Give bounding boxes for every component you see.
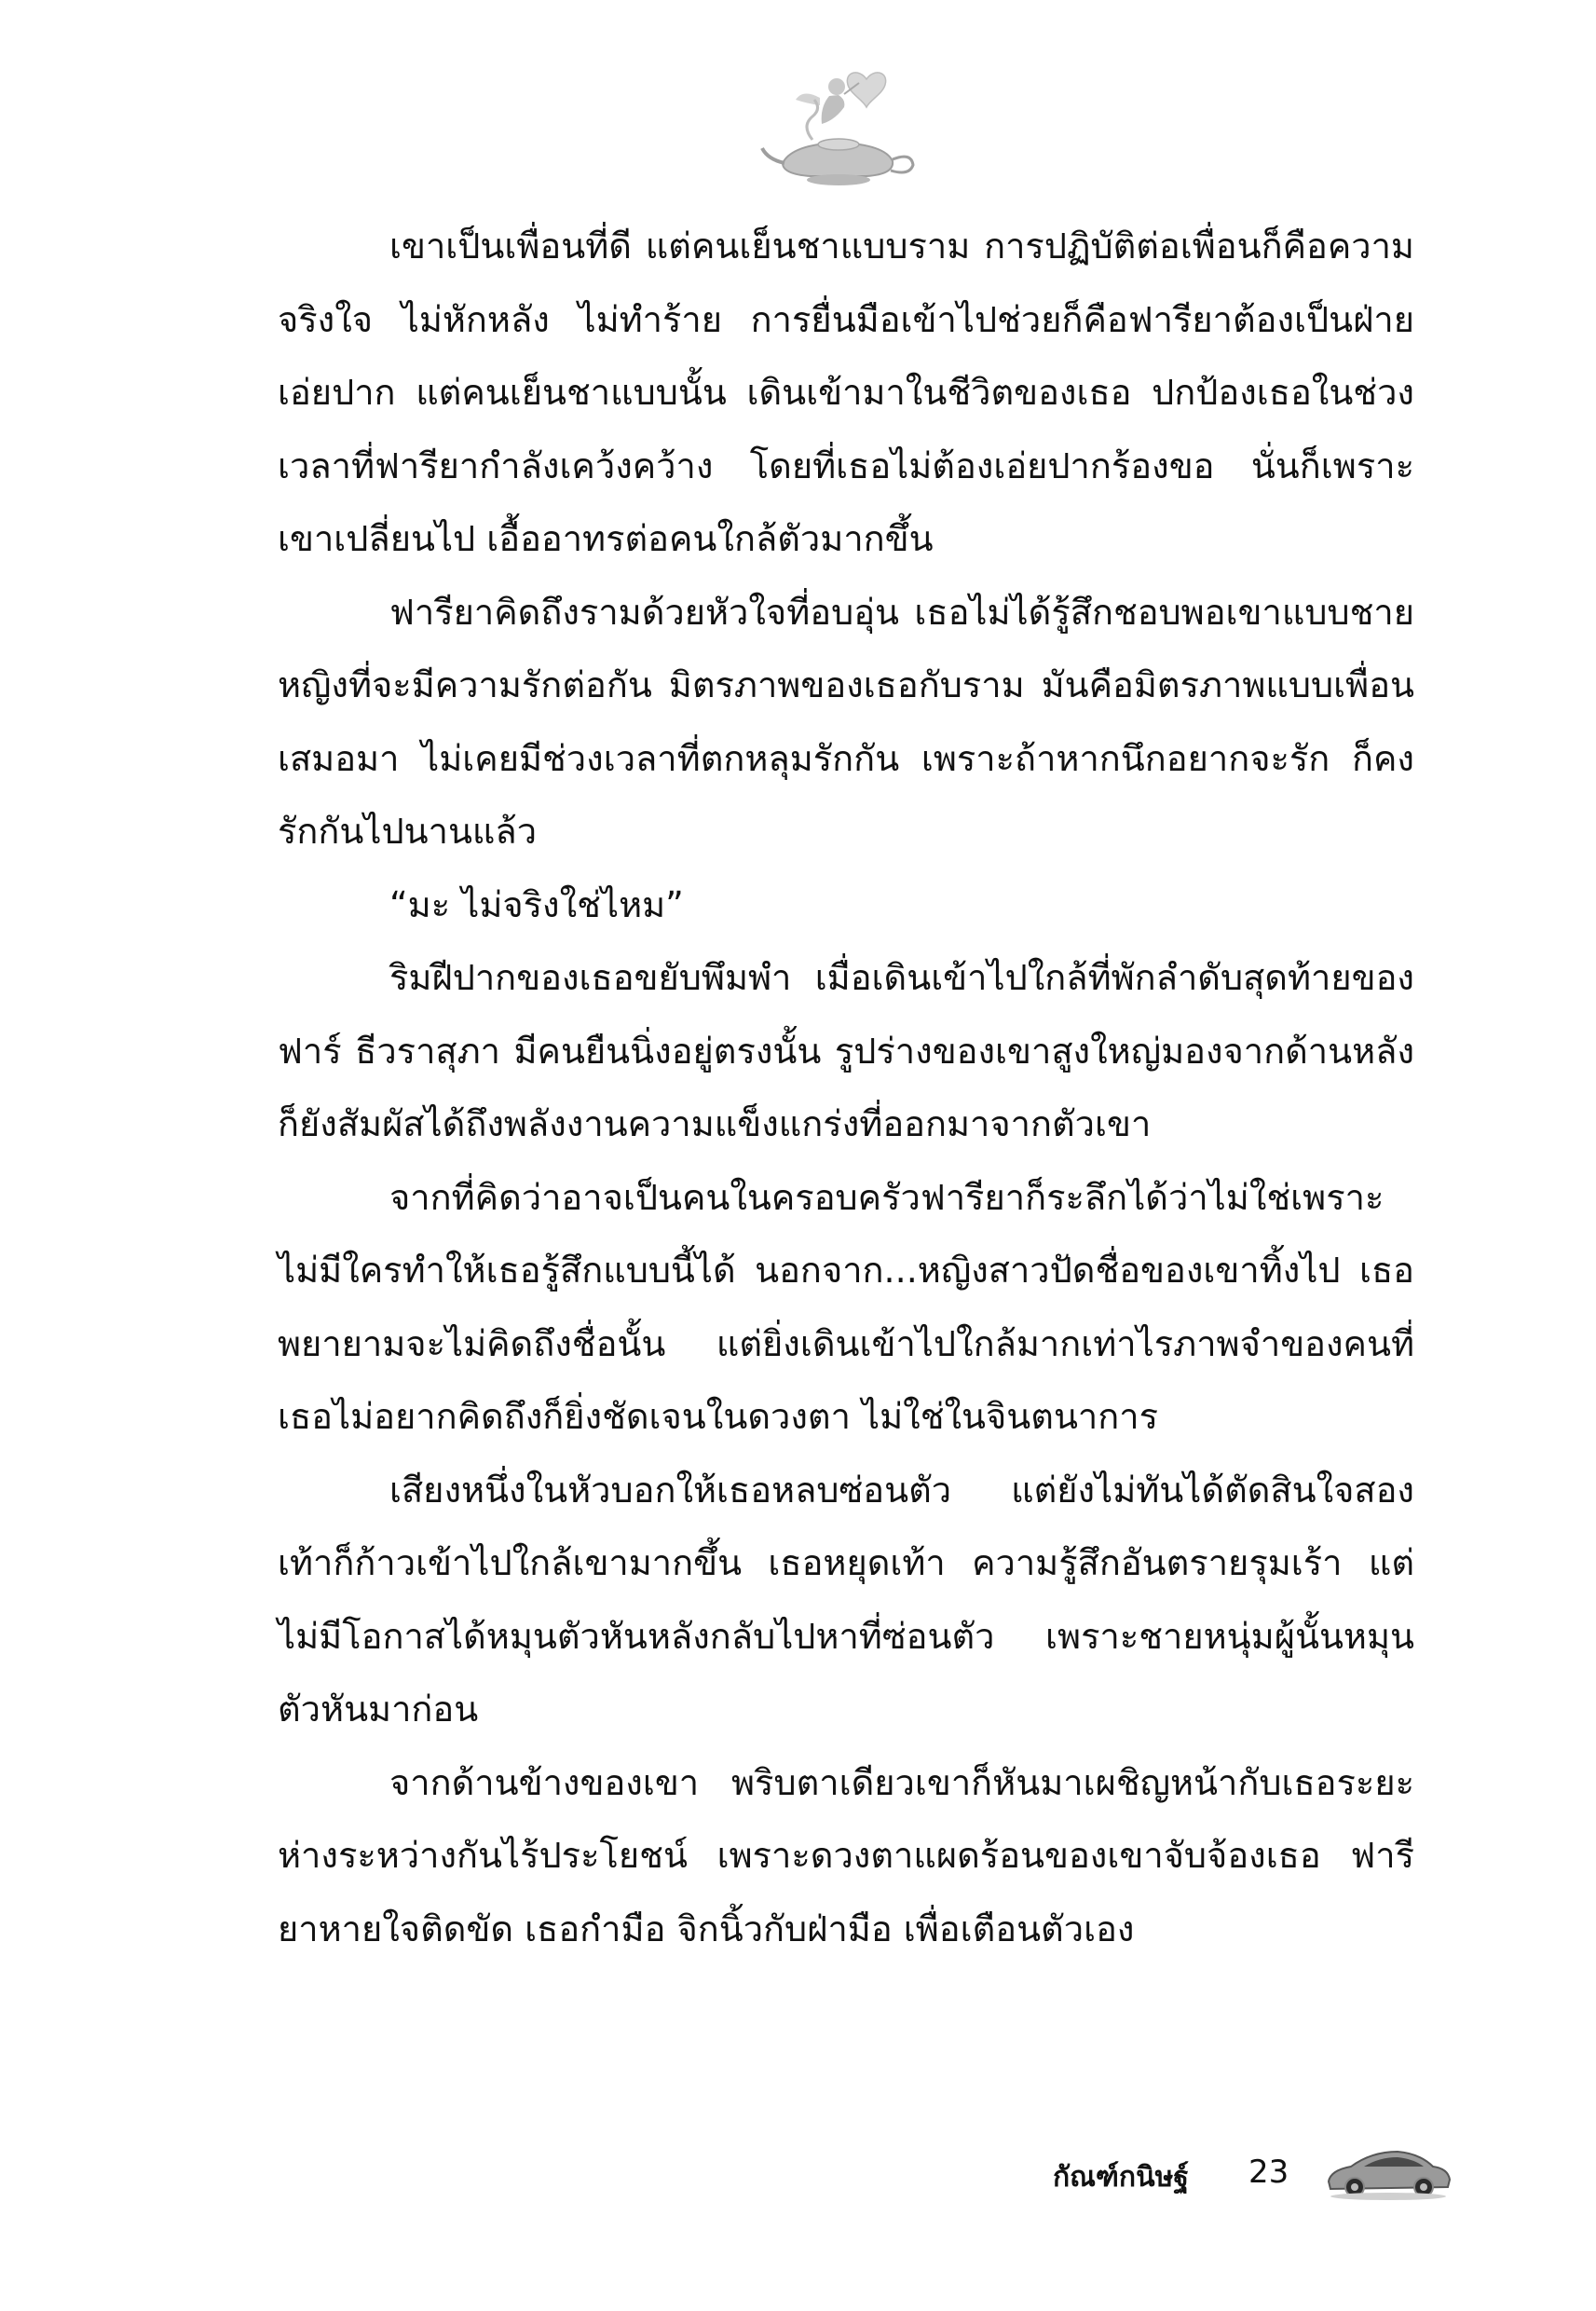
paragraph: จากที่คิดว่าอาจเป็นคนในครอบครัวฟารียาก็ระลึกได้ว่าไม่ใช่เพราะไม่มีใครทำให้เธอรู้สึกแบบนี้ได้ นอกจาก...หญิงสาวปัดชื่อของเขาทิ้งไป เธอพยายามจะไม่คิดถึงชื่อนั้น แต่ยิ่งเดินเข้าไปใกล้มากเท่าไรภาพจำของคนที่เธอไม่อยากคิดถึงก็ยิ่งชัดเจนในดวงตา ไม่ใช่ในจินตนาการ — [278, 1176, 1414, 1437]
page-footer — [1016, 2139, 1556, 2213]
sports-car-icon — [1323, 2139, 1453, 2204]
paragraph: จากด้านข้างของเขา พริบตาเดียวเขาก็หันมาเผชิญหน้ากับเธอระยะห่างระหว่างกันไร้ประโยชน์ เพราะดวงตาแผดร้อนของเขาจับจ้องเธอ ฟารียาหายใจติดขัด เธอกำมือ จิกนิ้วกับฝ่ามือ เพื่อเตือนตัวเอง — [278, 1761, 1414, 1949]
footer-author: กัณฑ์กนิษฐ์ — [1053, 2161, 1189, 2194]
paragraph: ฟารียาคิดถึงรามด้วยหัวใจที่อบอุ่น เธอไม่ได้รู้สึกชอบพอเขาแบบชายหญิงที่จะมีความรักต่อกัน มิตรภาพของเธอกับราม มันคือมิตรภาพแบบเพื่อนเสมอมา ไม่เคยมีช่วงเวลาที่ตกหลุมรักกัน เพราะถ้าหากนึกอยากจะรัก ก็คงรักกันไปนานแล้ว — [278, 591, 1414, 852]
body-text — [278, 210, 1414, 1965]
paragraph: เขาเป็นเพื่อนที่ดี แต่คนเย็นชาแบบราม การปฏิบัติต่อเพื่อนก็คือความจริงใจ ไม่หักหลัง ไม่ทำร้าย การยื่นมือเข้าไปช่วยก็คือฟารียาต้องเป็นฝ่ายเอ่ยปาก แต่คนเย็นชาแบบนั้น เดินเข้ามาในชีวิตของเธอ ปกป้องเธอในช่วงเวลาที่ฟารียากำลังเคว้งคว้าง โดยที่เธอไม่ต้องเอ่ยปากร้องขอ นั่นก็เพราะเขาเปลี่ยนไป เอื้ออาทรต่อคนใกล้ตัวมากขึ้น — [278, 226, 1414, 559]
paragraph: เสียงหนึ่งในหัวบอกให้เธอหลบซ่อนตัว แต่ยังไม่ทันได้ตัดสินใจสองเท้าก็ก้าวเข้าไปใกล้เขามากขึ้น เธอหยุดเท้า ความรู้สึกอันตรายรุมเร้า แต่ไม่มีโอกาสได้หมุนตัวหันหลังกลับไปหาที่ซ่อนตัว เพราะชายหนุ่มผู้นั้นหมุนตัวหันมาก่อน — [278, 1469, 1414, 1730]
teapot-cupid-ornament-icon — [755, 51, 922, 191]
paragraph: ริมฝีปากของเธอขยับพึมพำ เมื่อเดินเข้าไปใกล้ที่พักลำดับสุดท้ายของ ฟาร์ ธีวราสุภา มีคนยืนนิ่งอยู่ตรงนั้น รูปร่างของเขาสูงใหญ่มองจากด้านหลังก็ยังสัมผัสได้ถึงพลังงานความแข็งแกร่งที่ออกมาจากตัวเขา — [278, 957, 1414, 1144]
page-number: 23 — [1248, 2154, 1289, 2191]
dialogue-line: “มะ ไม่จริงใช่ไหม” — [389, 883, 684, 925]
